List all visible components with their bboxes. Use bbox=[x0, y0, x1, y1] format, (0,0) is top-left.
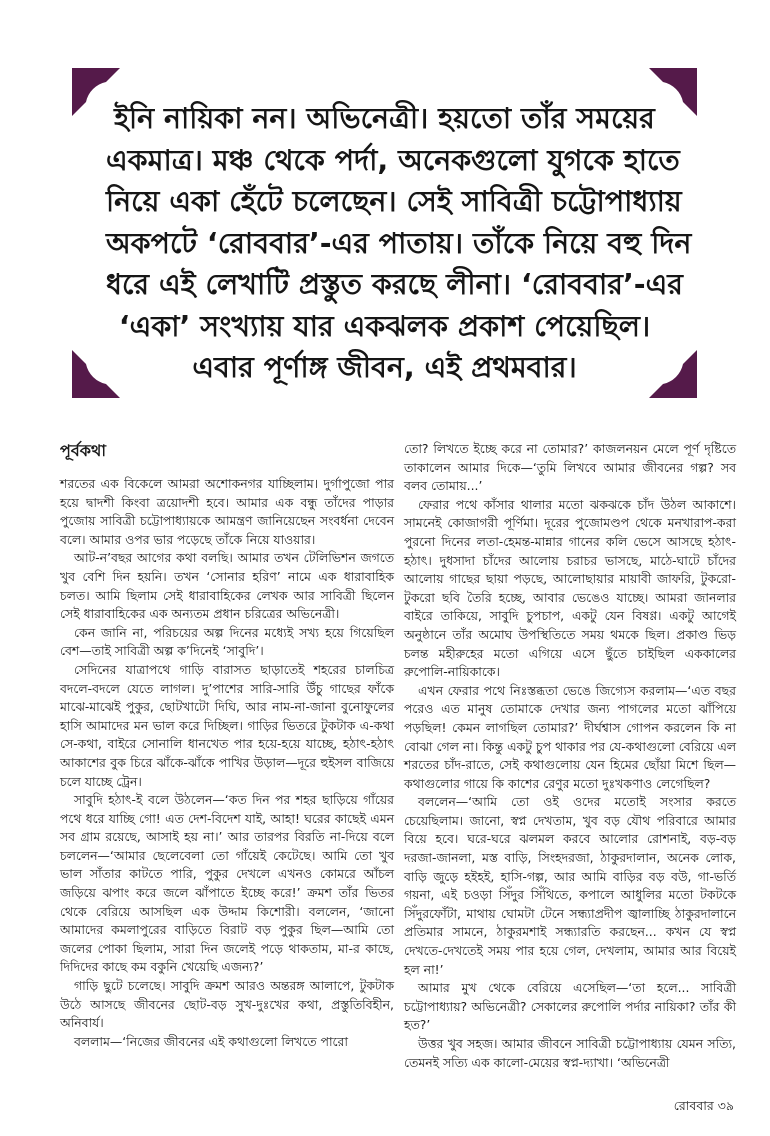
section-heading: পূর্বকথা bbox=[60, 441, 106, 460]
paragraph: আমার মুখ থেকে বেরিয়ে এসেছিল—‘তা হলে... সাবিত্রী চট্টোপাধ্যায়? অভিনেত্রী? সেকালের রুপোলি পর্দার নায়িকা? তাঁর কী হত?’ bbox=[404, 980, 736, 1033]
paragraph: বললেন—‘আমি তো ওই ওদের মতোই সংসার করতে চেয়েছিলাম। জানো, স্বপ্ন দেখতাম, খুব বড় যৌথ পরিবারে আমার বিয়ে হবে। ঘরে-ঘরে ঝলমল করবে আলোর রোশনাই, বড়-বড় দরজা-জানলা, মস্ত বাড়ি, সিংহদরজা, ঠাকুরদালান, অনেক লোক, বাড়ি জুড়ে হইহই, হাসি-গল্প, আর আমি বাড়ির বড় বউ, গা-ভর্তি গয়না, এই চওড়া সিঁদুর সিঁথিতে, কপালে আধুলির মতো টকটকে সিঁদুরফোঁটা, মাথায় ঘোমটা টেনে সন্ধ্যাপ্রদীপ জ্বালাচ্ছি ঠাকুরদালানে প্রতিমার সামনে, ঠাকুরমশাই সন্ধ্যারতি করছেন... কখন যে স্বপ্ন দেখতে-দেখতেই সময় পার হয়ে গেল, দেখলাম, আমার আর বিয়েই হল না!’ bbox=[404, 794, 736, 977]
paragraph: সাবুদি হঠাৎ-ই বলে উঠলেন—‘কত দিন পর শহর ছাড়িয়ে গাঁয়ের পথে ধরে যাচ্ছি গো! এত দেশ-বিদেশ যাই, আহা! ঘরের কাছেই এমন সব গ্রাম রয়েছে, আসাই হয় না।’ আর তারপর বিরতি না-দিয়ে বলে চললেন—‘আমার ছেলেবেলা তো গাঁয়েই কেটেছে। আমি তো খুব ভাল সাঁতার কাটতে পারি, পুকুর দেখলে এখনও কোমরে আঁচল জড়িয়ে ঝপাং করে জলে ঝাঁপাতে ইচ্ছে করে!’ ক্রমশ তাঁর ভিতর থেকে বেরিয়ে আসছিল এক উদ্দাম কিশোরী। বললেন, ‘জানো আমাদের কমলাপুরের বাড়িতে বিরাট বড় পুকুর ছিল—আমি তো জলের পোকা ছিলাম, সারা দিন জলেই পড়ে থাকতাম, মা-র কাছে, দিদিদের কাছে কম বকুনি খেয়েছি এজন্য?’ bbox=[60, 792, 394, 975]
pull-quote-box bbox=[72, 68, 697, 398]
article-column-left bbox=[60, 440, 394, 1051]
pull-quote-line: ধরে এই লেখাটি প্রস্তুত করছে লীনা। ‘রোববার’-এর bbox=[106, 268, 683, 301]
paragraph: আট-ন’বছর আগের কথা বলছি। আমার তখন টেলিভিশন জগতে খুব বেশি দিন হয়নি। তখন ‘সোনার হরিণ’ নামে এক ধারাবাহিক চলত। আমি ছিলাম সেই ধারাবাহিকের লেখক আর সাবিত্রী ছিলেন সেই ধারাবাহিকের এক অন্যতম প্রধান চরিত্রের অভিনেত্রী। bbox=[60, 550, 394, 622]
paragraph: গাড়ি ছুটে চলেছে। সাবুদি ক্রমশ আরও অন্তরঙ্গ আলাপে, টুকটাক উঠে আসছে জীবনের ছোট-বড় সুখ-দুঃখের কথা, প্রস্তুতিবিহীন, অনিবার্য। bbox=[60, 978, 394, 1031]
page-footer: রোববার ৩৯ bbox=[673, 1098, 734, 1113]
paragraph: বললাম—‘নিজের জীবনের এই কথাগুলো লিখতে পারো bbox=[74, 1033, 348, 1049]
paragraph: এখন ফেরার পথে নিঃস্তব্ধতা ভেঙে জিগ্যেস করলাম—‘এত বছর পরেও এত মানুষ তোমাকে দেখার জন্য পাগলের মতো ঝাঁপিয়ে পড়ছিল! কেমন লাগছিল তোমার?’ দীর্ঘশ্বাস গোপন করলেন কি না বোঝা গেল না। কিন্তু একটু চুপ থাকার পর যে-কথাগুলো বেরিয়ে এল শরতের চাঁদ-রাতে, সেই কথাগুলোয় যেন হিমের ছোঁয়া মিশে ছিল—কথাগুলোর গায়ে কি কাশের রেণুর মতো দুঃখকণাও লেগেছিল? bbox=[404, 682, 736, 791]
paragraph: শরতের এক বিকেলে আমরা অশোকনগর যাচ্ছিলাম। দুর্গাপুজো পার হয়ে দ্বাদশী কিংবা ত্রয়োদশী হবে। আমার এক বন্ধু তাঁদের পাড়ার পুজোয় সাবিত্রী চট্টোপাধ্যায়কে আমন্ত্রণ জানিয়েছেন সংবর্ধনা দেবেন বলে। আমার ওপর ভার পড়েছে তাঁকে নিয়ে যাওয়ার। bbox=[60, 476, 394, 547]
article-column-right bbox=[404, 440, 736, 1072]
paragraph: সেদিনের যাত্রাপথে গাড়ি বারাসত ছাড়াতেই শহরের চালচিত্র বদলে-বদলে যেতে লাগল। দু’পাশের সারি-সারি উঁচু গাছের ফাঁকে মাঝে-মাঝেই পুকুর, ছোটখাটো দিঘি, আর নাম-না-জানা বুনোফুলের হাসি আমাদের মন ভাল করে দিচ্ছিল। গাড়ির ভিতরে টুকটাক এ-কথা সে-কথা, বাইরে সোনালি ধানখেত পার হয়ে-হয়ে যাচ্ছে, হঠাৎ-হঠাৎ আকাশের বুক চিরে ঝাঁকে-ঝাঁকে পাখির উড়াল—দূরে হুইসল বাজিয়ে চলে যাচ্ছে ট্রেন। bbox=[60, 661, 394, 789]
pull-quote-line: ‘একা’ সংখ্যায় যার একঝলক প্রকাশ পেয়েছিল। bbox=[118, 309, 651, 343]
paragraph: উত্তর খুব সহজ। আমার জীবনে সাবিত্রী চট্টোপাধ্যায় যেমন সত্যি, তেমনই সত্যি এক কালো-মেয়ের স্বপ্ন-দ্যাখা। ‘অভিনেত্রী bbox=[404, 1036, 736, 1070]
pull-quote-line: অকপটে ‘রোববার’-এর পাতায়। তাঁকে নিয়ে বহু দিন bbox=[106, 226, 692, 260]
pull-quote-line: নিয়ে একা হেঁটে চলেছেন। সেই সাবিত্রী চট্টোপাধ্যায় bbox=[106, 185, 682, 218]
pull-quote bbox=[106, 98, 692, 384]
pull-quote-line: এবার পূর্ণাঙ্গ জীবন, এই প্রথমবার। bbox=[192, 351, 577, 384]
pull-quote-line: ইনি নায়িকা নন। অভিনেত্রী। হয়তো তাঁর সময়ের bbox=[114, 102, 655, 135]
pull-quote-line: একমাত্র। মঞ্চ থেকে পর্দা, অনেকগুলো যুগকে হাতে bbox=[106, 143, 680, 177]
paragraph: ফেরার পথে কাঁসার থালার মতো ঝকঝকে চাঁদ উঠল আকাশে। সামনেই কোজাগরী পূর্ণিমা। দূরের পুজোমণ্ডপ থেকে মনখারাপ-করা পুরনো দিনের লতা-হেমন্ত-মান্নার গানের কলি ভেসে আসছে হঠাৎ-হঠাৎ। দুধসাদা চাঁদের আলোয় চরাচর ভাসছে, মাঠে-ঘাটে চাঁদের আলোয় গাছের ছায়া পড়ছে, আলোছায়ার মায়াবী জাফরি, টুকরো-টুকরো ছবি তৈরি হচ্ছে, আবার ভেঙেও যাচ্ছে। আমরা জানলার বাইরে তাকিয়ে, সাবুদি চুপচাপ, একটু যেন বিষণ্ণ। একটু আগেই অনুষ্ঠানে তাঁর অমোঘ উপস্থিতিতে সময় থমকে ছিল। প্রকাণ্ড ভিড় চলন্ত মহীরুহের মতো এগিয়ে এসে ছুঁতে চাইছিল এককালের রুপোলি-নায়িকাকে। bbox=[404, 496, 736, 680]
paragraph: তো? লিখতে ইচ্ছে করে না তোমার?’ কাজলনয়ন মেলে পূর্ণ দৃষ্টিতে তাকালেন আমার দিকে—‘তুমি লিখবে আমার জীবনের গল্প? সব বলব তোমায়...’ bbox=[404, 441, 736, 494]
paragraph: কেন জানি না, পরিচয়ের অল্প দিনের মধ্যেই সখ্য হয়ে গিয়েছিল বেশ—তাই সাবিত্রী অল্প ক’দিনেই ‘সাবুদি’। bbox=[60, 624, 394, 659]
